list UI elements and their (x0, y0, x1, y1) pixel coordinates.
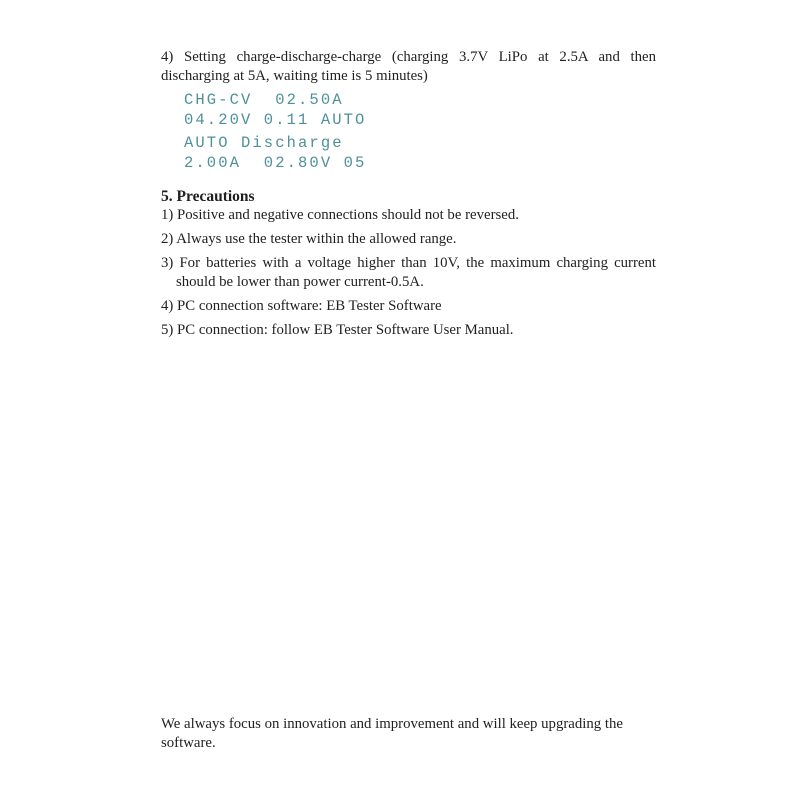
lcd-display-readout (184, 91, 656, 173)
lcd-line-charge-current: CHG-CV 02.50A (184, 91, 344, 109)
lcd-line-charge-voltage: 04.20V 0.11 AUTO (184, 110, 367, 129)
precaution-item-1: 1) Positive and negative connections should not be reversed. (161, 207, 519, 223)
precaution-item-5: 5) PC connection: follow EB Tester Software User Manual. (161, 321, 514, 338)
page-content (161, 48, 656, 345)
lcd-line-discharge-values: 2.00A 02.80V 05 (184, 153, 367, 172)
lcd-line-discharge-mode: AUTO Discharge (184, 134, 344, 152)
footer-note: We always focus on innovation and improvement and will keep upgrading the software. (161, 716, 623, 751)
precaution-item-4: 4) PC connection software: EB Tester Software (161, 297, 442, 314)
precaution-item-2: 2) Always use the tester within the allowed range. (161, 231, 457, 247)
precautions-heading: 5. Precautions (161, 188, 255, 205)
precaution-item-3: 3) For batteries with a voltage higher than 10V, the maximum charging current should be lower than power current-0.5A. (161, 255, 656, 290)
setting-step-paragraph: 4) Setting charge-discharge-charge (charging 3.7V LiPo at 2.5A and then discharging at 5A, waiting time is 5 minutes) (161, 49, 656, 84)
